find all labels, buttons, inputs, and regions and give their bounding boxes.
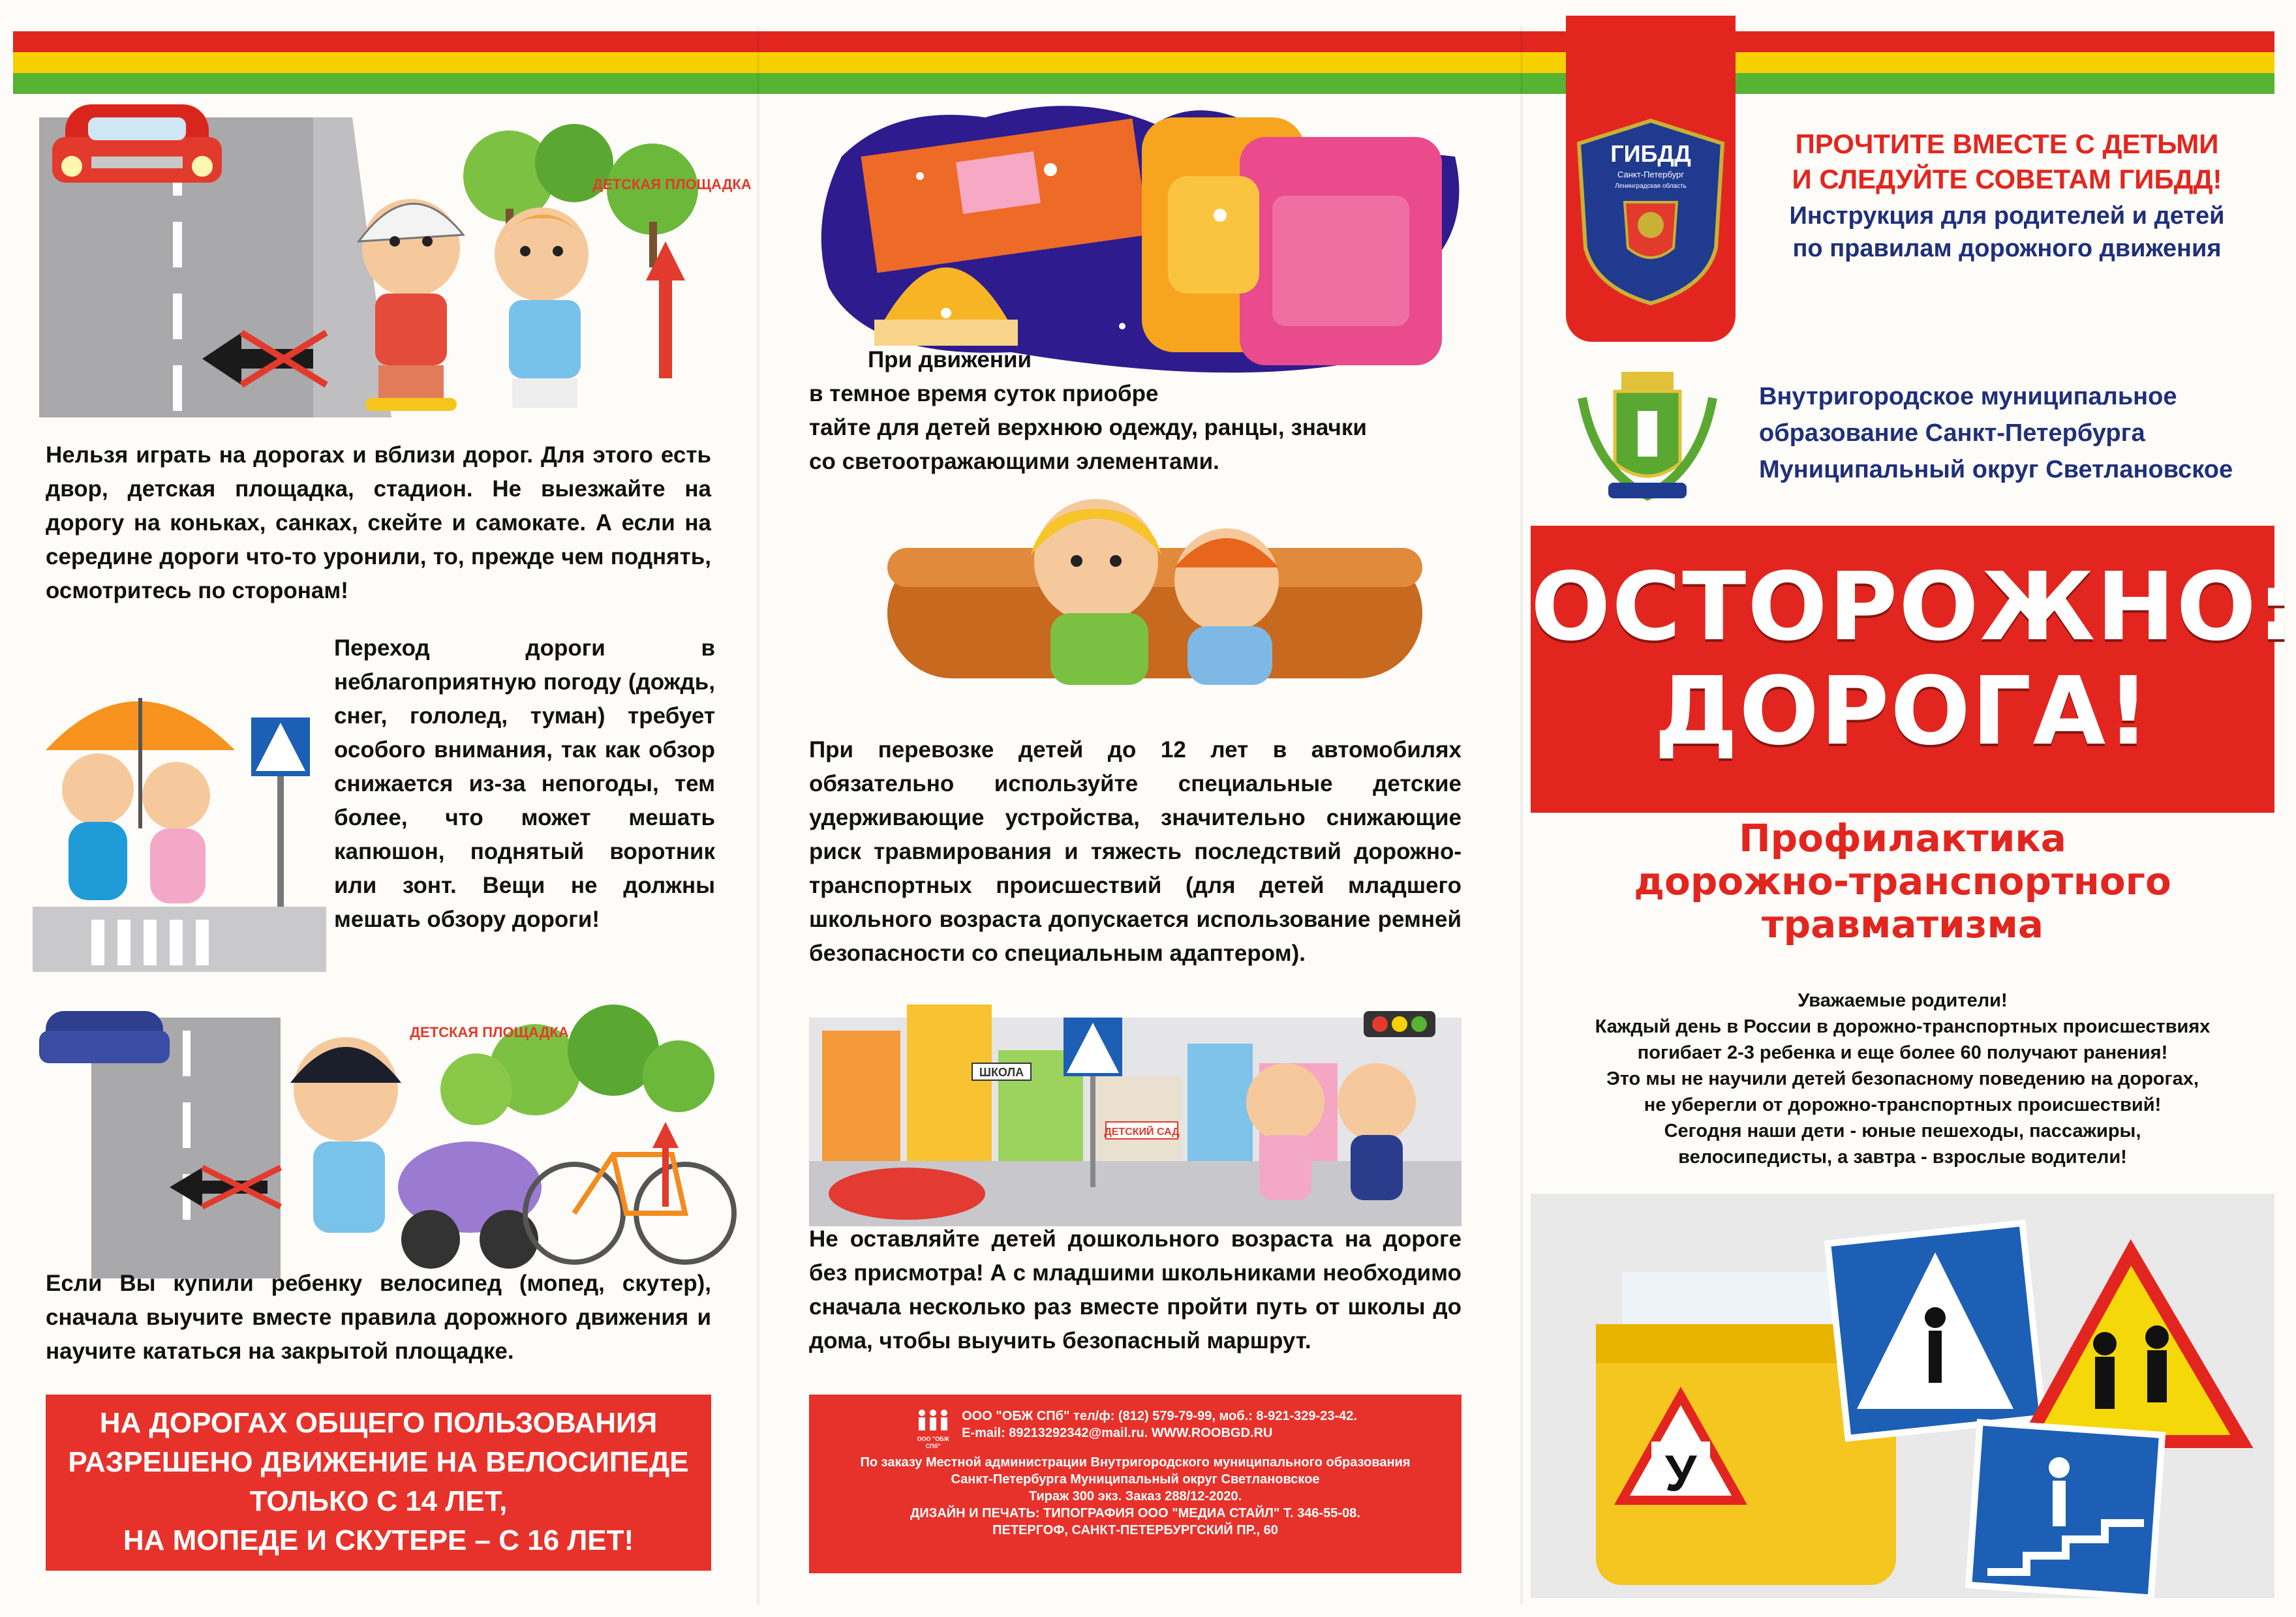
paragraph-reflective: При движении в темное время суток приобре тайте для детей верхнюю одежду, ранцы, значки со светоотражающими элементами. [809,347,1367,474]
underground-crossing-sign-icon [1968,1423,2162,1598]
imprint-line: ООО "ОБЖ СПб" тел/ф: (812) 579-79-99, моб.: 8-921-329-23-42. [962,1409,1357,1423]
music-boy-icon [493,207,590,408]
header-blue-text: Инструкция для родителей и детей по правилам дорожного движения [1789,202,2225,262]
bicycle-icon [525,1155,734,1262]
svg-text:Санкт-Петербург: Санкт-Петербург [1617,170,1684,179]
traffic-light-icon [1364,1011,1435,1037]
notice-line: РАЗРЕШЕНО ДВИЖЕНИЕ НА ВЕЛОСИПЕДЕ [68,1446,689,1478]
main-title: ОСТОРОЖНО: ДОРОГА! [1531,552,2296,766]
fold-line [757,26,759,1605]
obzh-logo: ООО "ОБЖ СПб" [913,1408,953,1450]
notice-line: НА ДОРОГАХ ОБЩЕГО ПОЛЬЗОВАНИЯ [99,1407,658,1439]
svg-text:Ленинградская область: Ленинградская область [1615,183,1687,190]
paragraph-no-play: Нельзя играть на дорогах и вблизи дорог. Для этого есть двор, детская площадка, стадион. Не выезжайте на дорогу на коньках, санках, скейте и самокате. А если на середине дороги что-то уронили, то, прежде чем поднять, осмотритесь по сторонам! [46,442,711,603]
header-red-text: ПРОЧТИТЕ ВМЕСТЕ С ДЕТЬМИ И СЛЕДУЙТЕ СОВЕТАМ ГИБДД! [1792,128,2222,194]
motorbike-icon [398,1141,542,1269]
appeal-text: Уважаемые родители! Каждый день в России в дорожно-транспортных происшествиях погибает 2-3 ребенка и еще более 60 получают ранения! Это мы не научили детей безопасному поведению на дорогах, не уберегли от дорожно-транспортных происшествий! Сегодня наши дети - юные пешеходы, пассажиры, велосипедисты, а завтра - взрослые водители! [1595,990,2211,1168]
imprint-line: ДИЗАЙН И ПЕЧАТЬ: ТИПОГРАФИЯ ООО "МЕДИА СТАЙЛ" Т. 346-55-08. [910,1506,1360,1520]
paragraph-bike: Если Вы купили ребенку велосипед (мопед, скутер), сначала выучите вместе правила дорожного движения и научите кататься на закрытой площадке. [46,1271,711,1364]
school-sign: ШКОЛА [979,1066,1024,1079]
imprint-line: ПЕТЕРГОФ, САНКТ-ПЕТЕРБУРГСКИЙ ПР., 60 [992,1523,1278,1537]
city-kids-illustration [809,978,1462,1226]
svg-text:ГИБДД: ГИБДД [1610,140,1691,167]
subtitle: Профилактика дорожно-транспортного травматизма [1634,816,2171,946]
imprint-line: Тираж 300 экз. Заказ 288/12-2020. [1028,1489,1242,1504]
road-kids-illustration [26,91,752,417]
trees-icon-2 [440,1005,714,1125]
kid-with-hat-icon [290,1037,401,1233]
pedestrian-crossing-sign-icon [1828,1223,2043,1438]
blue-car-icon [39,1011,170,1063]
playground-sign-text-2: ДЕТСКАЯ ПЛОЩАДКА [410,1024,569,1040]
car-seat-kids-illustration [887,483,1422,704]
title-banner [1531,526,2296,813]
bike-kid-illustration [26,991,718,1278]
imprint-line: По заказу Местной администрации Внутригородского муниципального образования [860,1455,1411,1470]
imprint-line: E-mail: 89213292342@mail.ru. WWW.ROOBGD.RU [962,1426,1273,1440]
backpack-icon [1142,117,1442,365]
playground-sign-text: ДЕТСКАЯ ПЛОЩАДКА [592,176,752,192]
municipal-coat-of-arms [1569,359,1726,509]
gibdd-emblem [1576,117,1726,307]
paragraph-child-seat: При перевозке детей до 12 лет в автомобилях обязательно используйте специальные детские удерживающие устройства, значительно снижающие риск травмирования и тяжесть последствий дорожно-транспортных происшествий (для детей младшего школьного возраста допускается использование ремней безопасности со специальным адаптером). [809,737,1462,966]
fold-line [1520,26,1523,1605]
imprint-box [809,1395,1462,1573]
notice-line: НА МОПЕДЕ И СКУТЕРЕ – С 16 ЛЕТ! [123,1524,634,1556]
age-limit-notice [46,1395,711,1571]
paragraph-bad-weather: Переход дороги в неблагоприятную погоду (дождь, снег, гололед, туман) требует особого внимания, так как обзор снижается из-за непогоды, тем более, что может мешать капюшон, поднятый воротник или зонт. Вещи не должны мешать обзору дороги! [334,635,715,932]
imprint-line: Санкт-Петербурга Муниципальный округ Светлановское [951,1472,1320,1487]
svg-text:У: У [1664,1444,1697,1502]
umbrella-kids-illustration [20,659,326,972]
red-car-icon [52,104,222,183]
kindergarten-sign: ДЕТСКИЙ САД [1104,1126,1180,1138]
municipality-text: Внутригородское муниципальное образование Санкт-Петербурга Муниципальный округ Светлановское [1759,383,2233,483]
paragraph-preschool: Не оставляйте детей дошкольного возраста на дороге без присмотра! А с младшими школьниками необходимо сначала несколько раз вместе пройти путь от школы до дома, чтобы выучить безопасный маршрут. [809,1226,1462,1353]
road-signs-bag-illustration [1531,1194,2274,1598]
notice-line: ТОЛЬКО С 14 ЛЕТ, [249,1485,508,1517]
